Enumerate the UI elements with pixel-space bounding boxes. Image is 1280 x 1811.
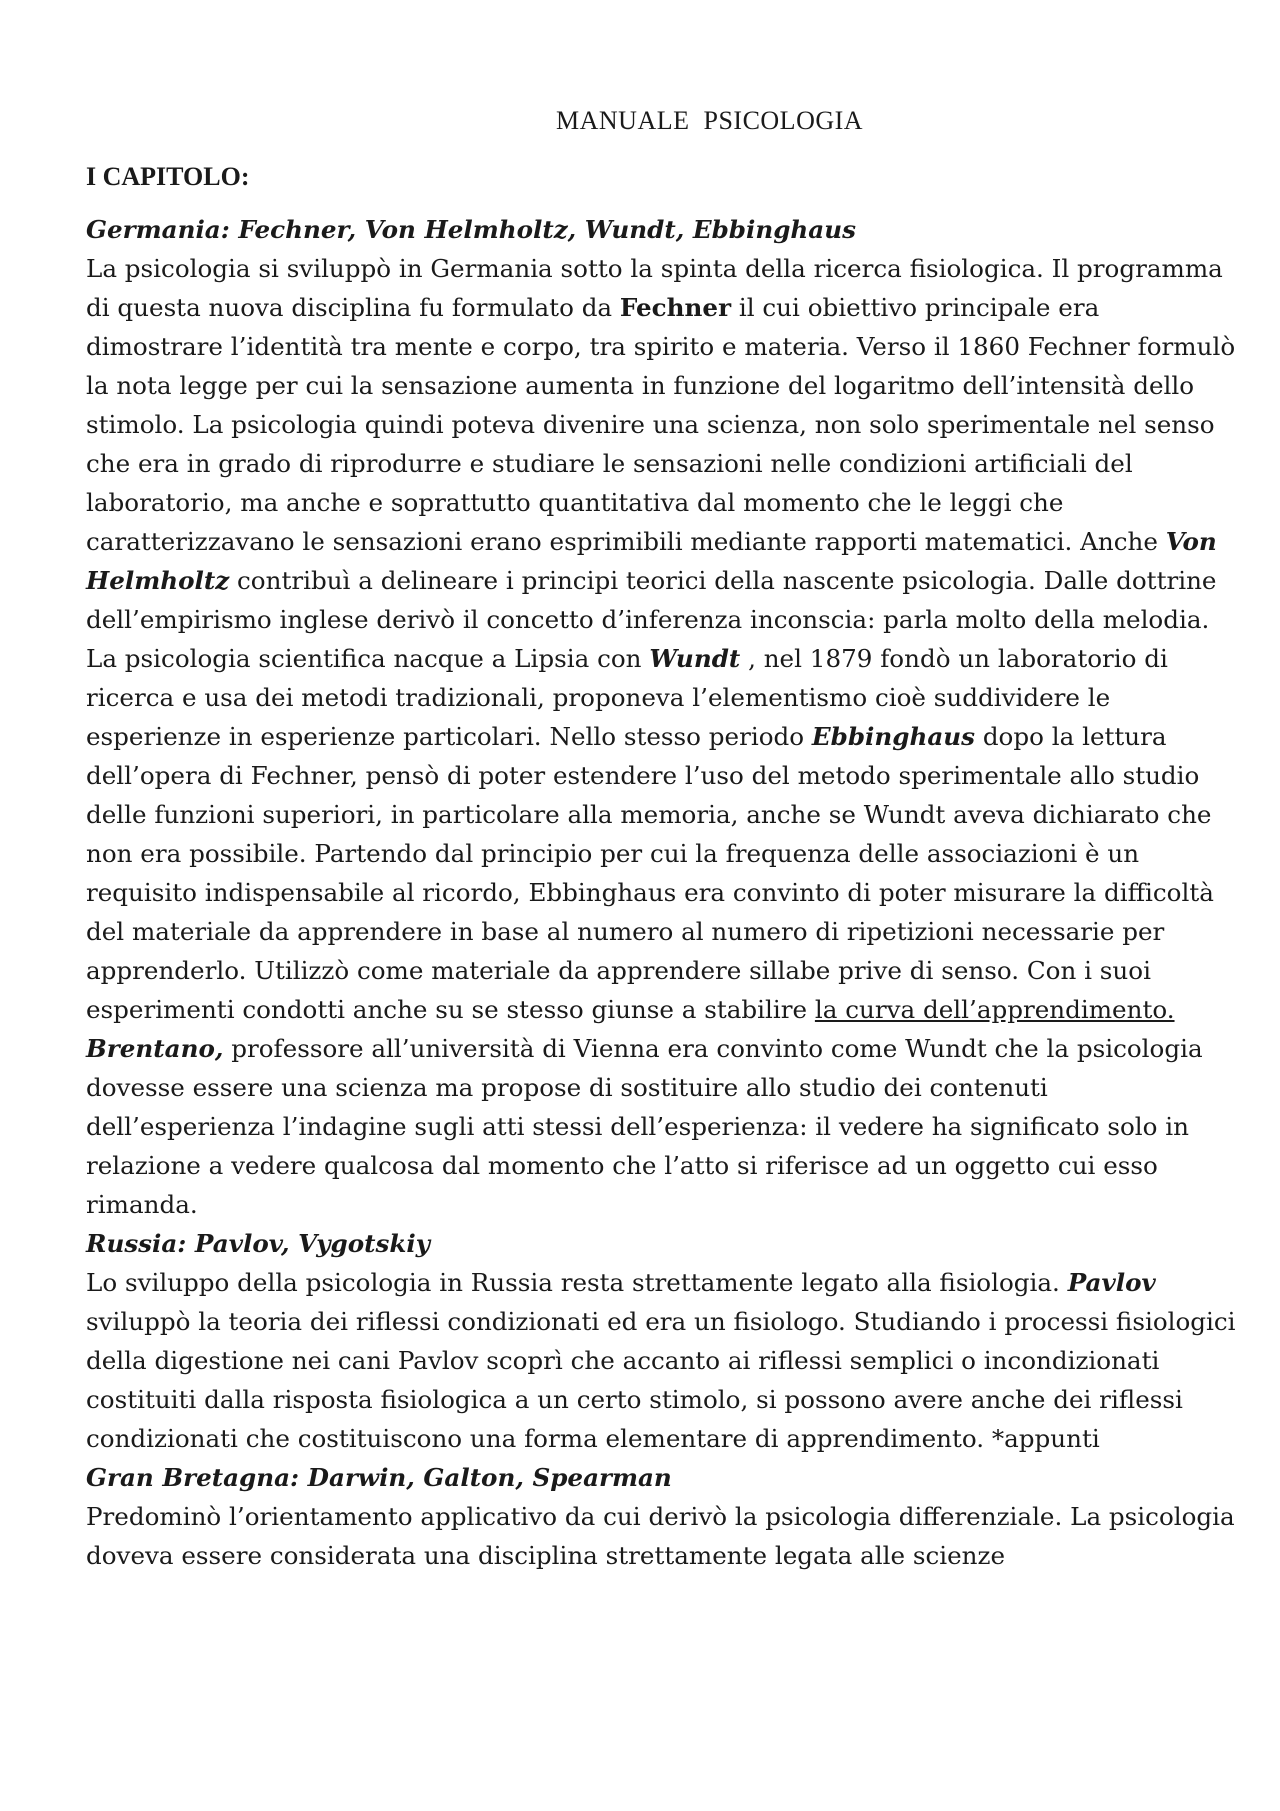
paragraph-russia-1 bbox=[86, 1263, 1236, 1458]
text-run: dopo la lettura dell’opera di Fechner, pensò di poter estendere l’uso del metodo sperimentale allo studio delle funzioni superiori, in particolare alla memoria, anche se Wundt aveva dichiarato che non era possibile. Partendo dal principio per cui la frequenza delle associazioni è un requisito indispensabile al ricordo, Ebbinghaus era convinto di poter misurare la difficoltà del materiale da apprendere in base al numero al numero di ripetizioni necessarie per apprenderlo. Utilizzò come materiale da apprendere sillabe prive di senso. Con i suoi esperimenti condotti anche su se stesso giunse a stabilire bbox=[86, 722, 1214, 1024]
section-heading-russia: Russia: Pavlov, Vygotskiy bbox=[86, 1229, 430, 1258]
text-run: il cui obiettivo principale era dimostrare l’identità tra mente e corpo, tra spirito e materia. Verso il 1860 Fechner formulò la nota legge per cui la sensazione aumenta in funzione del logaritmo dell’intensità dello stimolo. La psicologia quindi poteva divenire una scienza, non solo sperimentale nel senso che era in grado di riprodurre e studiare le sensazioni nelle condizioni artificiali del laboratorio, ma anche e soprattutto quantitativa dal momento che le leggi che caratterizzavano le sensazioni erano esprimibili mediante rapporti matematici. Anche bbox=[86, 293, 1236, 556]
paragraph-germania-2 bbox=[86, 639, 1236, 1224]
paragraph-germania-1 bbox=[86, 249, 1236, 639]
text-run: La psicologia si sviluppò in Germania sotto la spinta della ricerca fisiologica. Il programma di questa nuova disciplina fu formulato da bbox=[86, 254, 1223, 322]
text-run: sviluppò la teoria dei riflessi condizionati ed era un fisiologo. Studiando i processi fisiologici della digestione nei cani Pavlov scoprì che accanto ai riflessi semplici o incondizionati costituiti dalla risposta fisiologica a un certo stimolo, si possono avere anche dei riflessi condizionati che costituiscono una forma elementare di apprendimento. *appunti bbox=[86, 1307, 1236, 1453]
text-run: Predominò l’orientamento applicativo da cui derivò la psicologia differenziale. La psicologia doveva essere considerata una disciplina strettamente legata alle scienze bbox=[86, 1502, 1235, 1570]
name-fechner: Fechner bbox=[619, 293, 732, 322]
underlined-curva-apprendimento: la curva dell’apprendimento. bbox=[814, 995, 1175, 1024]
section-heading-gran-bretagna: Gran Bretagna: Darwin, Galton, Spearman bbox=[86, 1463, 672, 1492]
text-run: contribuì a delineare i principi teorici della nascente psicologia. Dalle dottrine dell’empirismo inglese derivò il concetto d’inferenza inconscia: parla molto della melodia. bbox=[86, 566, 1217, 634]
text-run: Lo sviluppo della psicologia in Russia resta strettamente legato alla fisiologia. bbox=[86, 1268, 1068, 1297]
paragraph-gran-bretagna-1 bbox=[86, 1497, 1236, 1575]
name-ebbinghaus: Ebbinghaus bbox=[811, 722, 975, 751]
name-pavlov: Pavlov bbox=[1067, 1268, 1156, 1297]
document-body bbox=[86, 210, 1236, 1575]
text-run: professore all’università di Vienna era convinto come Wundt che la psicologia dovesse essere una scienza ma propose di sostituire allo studio dei contenuti dell’esperienza l’indagine sugli atti stessi dell’esperienza: il vedere ha significato solo in relazione a vedere qualcosa dal momento che l’atto si riferisce ad un oggetto cui esso rimanda. bbox=[86, 1034, 1203, 1219]
chapter-heading: I CAPITOLO: bbox=[86, 162, 250, 191]
name-brentano: Brentano, bbox=[86, 1034, 224, 1063]
text-run: La psicologia scientifica nacque a Lipsia con bbox=[86, 644, 650, 673]
document-title: MANUALE PSICOLOGIA bbox=[556, 106, 864, 135]
name-von-helmholtz: Von Helmholtz bbox=[86, 527, 1217, 595]
name-wundt: Wundt bbox=[649, 644, 741, 673]
section-heading-germania: Germania: Fechner, Von Helmholtz, Wundt, Ebbinghaus bbox=[86, 215, 856, 244]
text-run: , nel 1879 fondò un laboratorio di ricerca e usa dei metodi tradizionali, proponeva l’elementismo cioè suddividere le esperienze in esperienze particolari. Nello stesso periodo bbox=[86, 644, 1168, 751]
